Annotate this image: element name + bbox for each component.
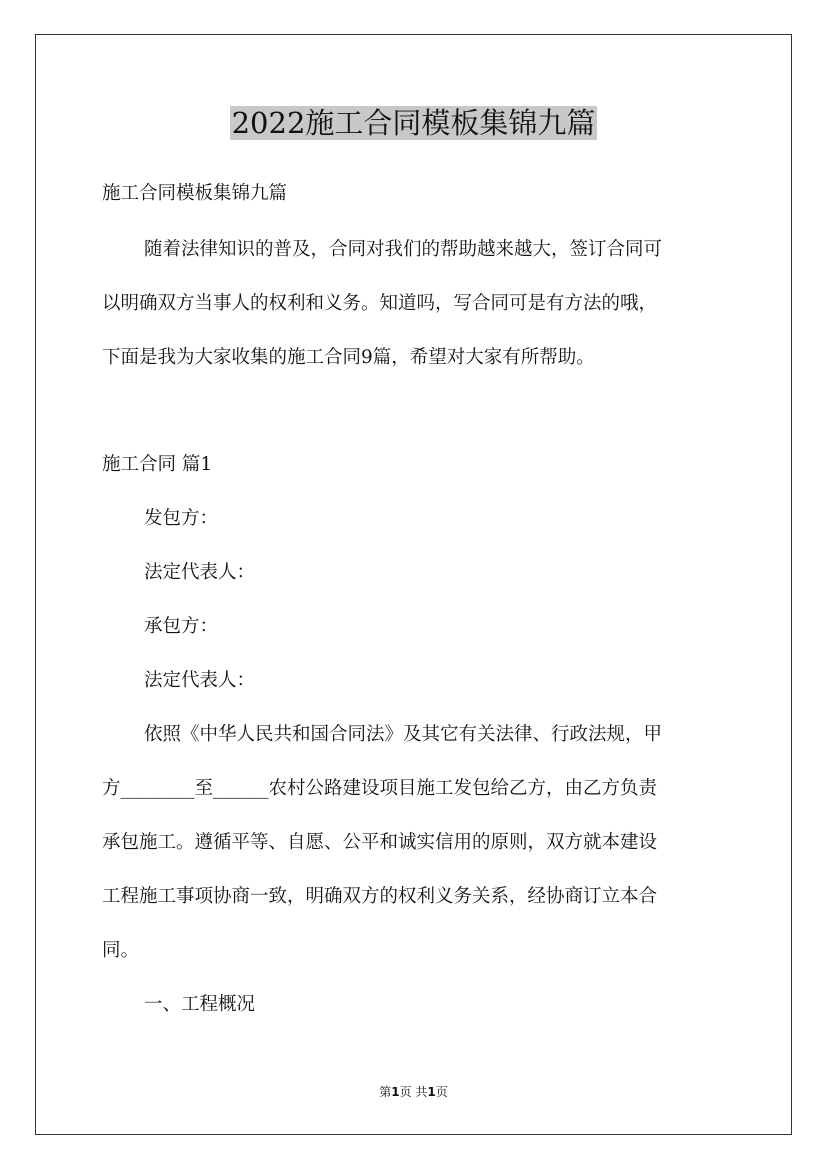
page-footer: [0, 1084, 827, 1100]
intro-line-2: 以明确双方当事人的权利和义务。知道吗，写合同可是有方法的哦，: [102, 293, 658, 314]
contractor-field: 承包方：: [144, 616, 219, 637]
clause-heading-1: 一、工程概况: [144, 994, 256, 1015]
document-title-text: 2022施工合同模板集锦九篇: [231, 106, 596, 140]
body-line-4: 工程施工事项协商一致，明确双方的权利义务关系，经协商订立本合: [102, 886, 658, 907]
contractor-representative-field: 法定代表人：: [144, 670, 256, 691]
body-line-5: 同。: [102, 940, 140, 961]
document-title: [0, 103, 827, 143]
footer-prefix: 第: [379, 1085, 392, 1099]
footer-current-page: 1: [391, 1085, 400, 1099]
intro-line-1: 随着法律知识的普及，合同对我们的帮助越来越大，签订合同可: [144, 239, 663, 260]
footer-total-pages: 1: [427, 1085, 436, 1099]
section-heading: 施工合同 篇1: [102, 454, 213, 475]
employer-field: 发包方：: [144, 508, 219, 529]
body-line-3: 承包施工。遵循平等、自愿、公平和诚实信用的原则，双方就本建设: [102, 832, 658, 853]
intro-line-3: 下面是我为大家收集的施工合同9篇，希望对大家有所帮助。: [102, 347, 595, 368]
body-line-2: 方________至______农村公路建设项目施工发包给乙方，由乙方负责: [102, 778, 658, 799]
document-subtitle: 施工合同模板集锦九篇: [102, 183, 288, 204]
footer-mid: 页 共: [399, 1085, 428, 1099]
footer-suffix: 页: [435, 1085, 448, 1099]
body-line-1: 依照《中华人民共和国合同法》及其它有关法律、行政法规，甲: [144, 724, 663, 745]
employer-representative-field: 法定代表人：: [144, 562, 256, 583]
